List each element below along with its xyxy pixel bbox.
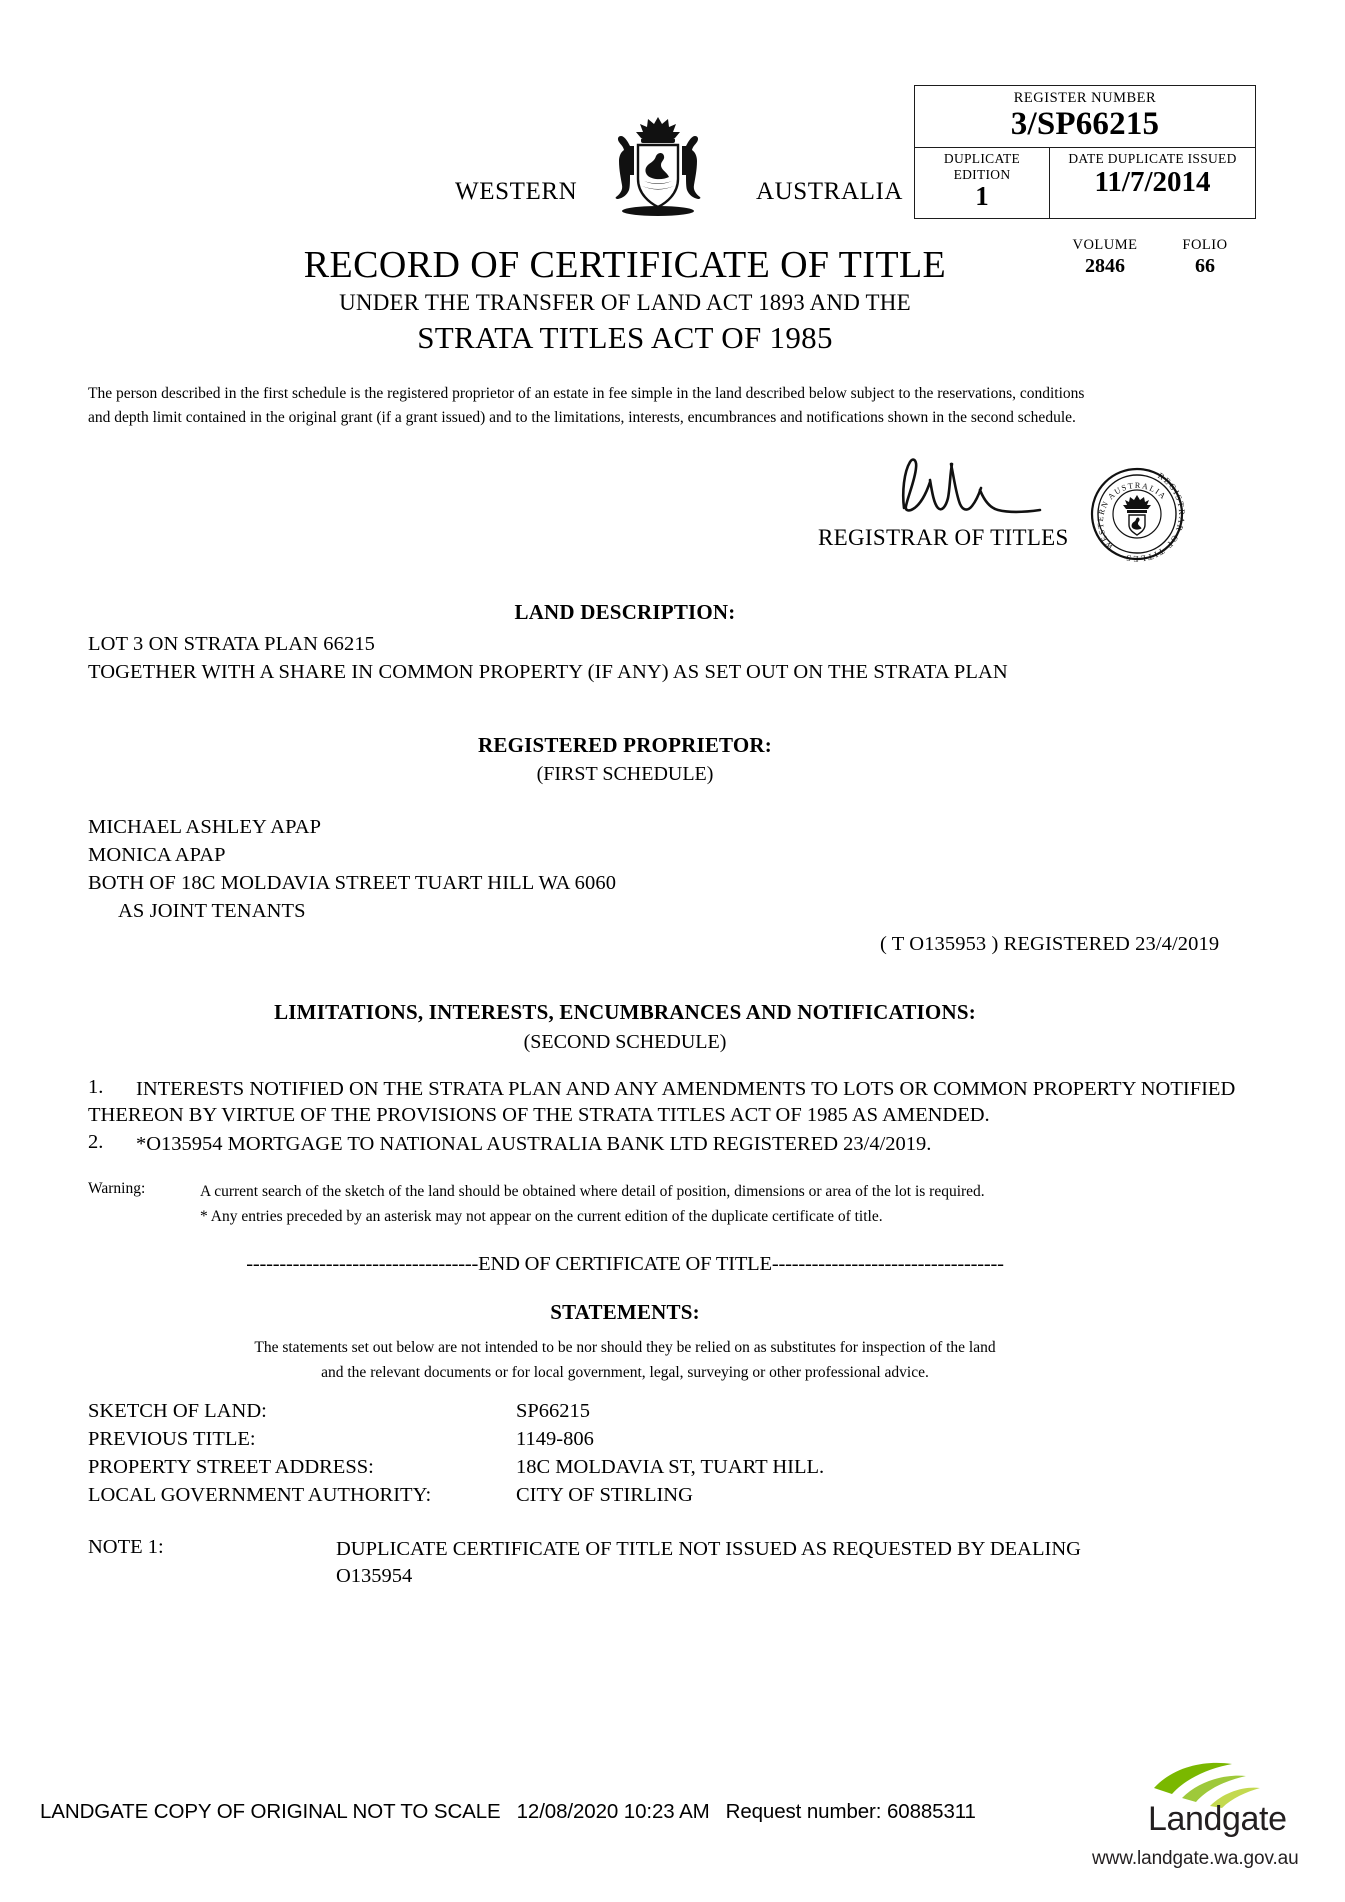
statement-row-value: 18C MOLDAVIA ST, TUART HILL. [516, 1456, 825, 1478]
footer-timestamp: 12/08/2020 10:23 AM [516, 1800, 710, 1823]
registered-proprietor-heading: REGISTERED PROPRIETOR: [478, 733, 772, 757]
page-subtitle-act: UNDER THE TRANSFER OF LAND ACT 1893 AND THE [339, 290, 911, 315]
date-duplicate-issued-label: DATE DUPLICATE ISSUED [1068, 150, 1237, 166]
svg-text:WESTERN AUSTRALIA: WESTERN AUSTRALIA [1095, 480, 1169, 552]
second-schedule-item [88, 1131, 1248, 1157]
duplicate-edition-cell [915, 148, 1050, 219]
proprietor-address: BOTH OF 18C MOLDAVIA STREET TUART HILL WA 6060 [88, 872, 617, 894]
date-duplicate-issued-value: 11/7/2014 [1094, 165, 1211, 198]
footer-request-number: Request number: 60885311 [725, 1800, 976, 1823]
duplicate-edition-label-line1: DUPLICATE [943, 150, 1021, 166]
landgate-website-url: www.landgate.wa.gov.au [1092, 1848, 1299, 1869]
landgate-brand-name: Landgate [1148, 1800, 1287, 1838]
wa-state-coat-of-arms-icon [596, 112, 720, 220]
page-title: RECORD OF CERTIFICATE OF TITLE [303, 244, 947, 286]
second-schedule-item-number: 1. [88, 1076, 104, 1098]
statement-row-value: 1149-806 [516, 1428, 594, 1450]
footer-copy-label: LANDGATE COPY OF ORIGINAL NOT TO SCALE [40, 1800, 501, 1823]
register-number-box [914, 85, 1256, 219]
note-1-value [336, 1536, 1196, 1589]
footer-copy-notice [40, 1800, 976, 1824]
second-schedule-item-text: *O135954 MORTGAGE TO NATIONAL AUSTRALIA BANK LTD REGISTERED 23/4/2019. [136, 1133, 932, 1155]
statement-row-key: PREVIOUS TITLE: [88, 1428, 256, 1450]
duplicate-edition-value: 1 [975, 181, 989, 212]
warning-text-line-1: A current search of the sketch of the land should be obtained where detail of position, dimensions or area of the lot is required. [200, 1183, 985, 1200]
state-name-australia: AUSTRALIA [756, 178, 904, 205]
register-number-value: 3/SP66215 [1010, 106, 1160, 142]
volume-value: 2846 [1085, 255, 1125, 277]
second-schedule-heading: LIMITATIONS, INTERESTS, ENCUMBRANCES AND NOTIFICATIONS: [274, 1000, 976, 1024]
intro-paragraph: The person described in the first schedule is the registered proprietor of an estate in fee simple in the land described below subject to the reservations, conditions and depth limit contained in the original grant (if a grant issued) and to the limitations, interests, encumbrances and notifications shown in the second schedule. [88, 385, 1085, 427]
proprietor-name-2: MONICA APAP [88, 844, 226, 866]
land-description-line-1: LOT 3 ON STRATA PLAN 66215 [88, 633, 376, 655]
statement-row-key: SKETCH OF LAND: [88, 1400, 267, 1422]
warning-text-line-2: * Any entries preceded by an asterisk may not appear on the current edition of the duplicate certificate of title. [200, 1208, 883, 1225]
folio-label: FOLIO [1182, 237, 1228, 253]
note-1-value-line-1: DUPLICATE CERTIFICATE OF TITLE NOT ISSUED AS REQUESTED BY DEALING [336, 1538, 1081, 1560]
date-duplicate-issued-cell [1050, 148, 1255, 219]
registrar-signature-icon [880, 452, 1080, 522]
proprietor-registration-reference: ( T O135953 ) REGISTERED 23/4/2019 [880, 933, 1220, 955]
registrar-of-titles-seal-icon [1085, 462, 1189, 566]
statements-note-line-2: and the relevant documents or for local government, legal, surveying or other professional advice. [321, 1364, 929, 1381]
note-1-value-line-2: O135954 [336, 1564, 413, 1587]
folio-value: 66 [1195, 255, 1215, 277]
statements-heading: STATEMENTS: [550, 1300, 700, 1324]
statements-note-line-1: The statements set out below are not intended to be nor should they be relied on as substitutes for inspection of the land [254, 1339, 996, 1356]
page-subtitle-strata-act: STRATA TITLES ACT OF 1985 [417, 320, 833, 355]
state-name-western: WESTERN [455, 178, 578, 205]
second-schedule-item-text: INTERESTS NOTIFIED ON THE STRATA PLAN AND ANY AMENDMENTS TO LOTS OR COMMON PROPERTY NOTIFIED THEREON BY VIRTUE OF THE PROVISIONS OF THE STRATA TITLES ACT OF 1985 AS AMENDED. [88, 1078, 1236, 1127]
statement-row-value: SP66215 [516, 1400, 591, 1422]
second-schedule-item-number: 2. [88, 1131, 104, 1153]
duplicate-edition-label-line2: EDITION [953, 166, 1011, 182]
register-number-cell [915, 86, 1255, 148]
registrar-of-titles-label: REGISTRAR OF TITLES [818, 525, 1069, 550]
note-1-key: NOTE 1: [88, 1536, 164, 1558]
proprietor-name-1: MICHAEL ASHLEY APAP [88, 816, 322, 838]
end-of-certificate-divider: -----------------------------------END OF CERTIFICATE OF TITLE----------------------------------- [246, 1253, 1004, 1275]
document-header [0, 0, 1345, 355]
first-schedule-subheading: (FIRST SCHEDULE) [536, 763, 714, 785]
volume-label: VOLUME [1072, 237, 1138, 253]
land-description-line-2: TOGETHER WITH A SHARE IN COMMON PROPERTY (IF ANY) AS SET OUT ON THE STRATA PLAN [88, 661, 1008, 683]
statement-row-key: LOCAL GOVERNMENT AUTHORITY: [88, 1484, 432, 1506]
second-schedule-item [88, 1076, 1248, 1128]
second-schedule-subheading: (SECOND SCHEDULE) [523, 1031, 727, 1053]
register-number-label: REGISTER NUMBER [1013, 90, 1157, 106]
statement-row-key: PROPERTY STREET ADDRESS: [88, 1456, 374, 1478]
warning-label: Warning: [88, 1180, 146, 1197]
svg-text:REGISTRAR OF TITLES: REGISTRAR OF TITLES [1123, 470, 1188, 565]
statement-row-value: CITY OF STIRLING [516, 1484, 693, 1506]
proprietor-tenancy: AS JOINT TENANTS [118, 900, 306, 922]
land-description-heading: LAND DESCRIPTION: [514, 600, 736, 624]
